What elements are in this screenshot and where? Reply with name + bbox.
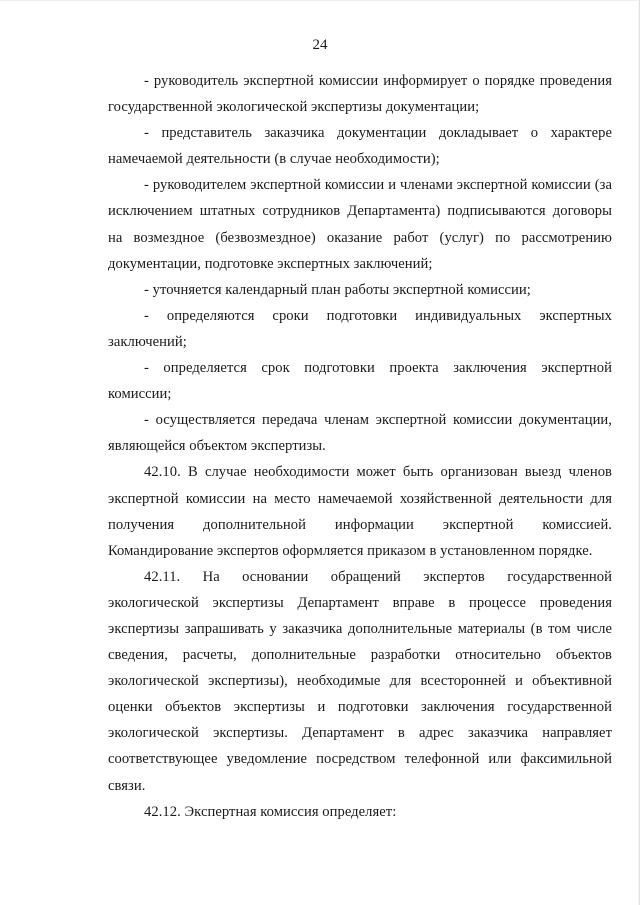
- list-item-contracts-signed: - руководителем экспертной комиссии и членами экспертной комиссии (за исключением штатных сотрудников Департамента) подписываются договоры на возмездное (безвозмездное) оказание работ (услуг) по рассмотрению документации, подготовке экспертных заключений;: [108, 177, 612, 272]
- list-item-draft-deadline: - определяется срок подготовки проекта заключения экспертной комиссии;: [108, 360, 612, 403]
- list-item-calendar-plan: - уточняется календарный план работы экспертной комиссии;: [144, 281, 531, 298]
- scan-top-edge: [0, 0, 640, 1]
- list-item-inform-procedure: - руководитель экспертной комиссии информирует о порядке проведения государственной экологической экспертизы документации;: [108, 73, 612, 116]
- clause-42-10: 42.10. В случае необходимости может быть организован выезд членов экспертной комиссии на место намечаемой хозяйственной деятельности для получения дополнительной информации экспертной комиссией. Командирование экспертов оформляется приказом в установленном порядке.: [108, 464, 612, 559]
- list-item-documentation-transfer: - осуществляется передача членам экспертной комиссии документации, являющейся объектом экспертизы.: [108, 412, 612, 455]
- clause-42-11: 42.11. На основании обращений экспертов государственной экологической экспертизы Департамент вправе в процессе проведения экспертизы запрашивать у заказчика дополнительные материалы (в том числе сведения, расчеты, дополнительные разработки относительно объектов экологической экспертизы), необходимые для всесторонней и объективной оценки объектов экспертизы и подготовки заключения государственной экологической экспертизы. Департамент в адрес заказчика направляет соответствующее уведомление посредством телефонной или факсимильной связи.: [108, 568, 612, 794]
- clause-42-12: 42.12. Экспертная комиссия определяет:: [144, 803, 397, 820]
- list-item-individual-deadlines: - определяются сроки подготовки индивидуальных экспертных заключений;: [108, 307, 612, 350]
- page-number: 24: [312, 37, 328, 53]
- document-body: [108, 68, 612, 825]
- list-item-customer-report: - представитель заказчика документации докладывает о характере намечаемой деятельности (в случае необходимости);: [108, 125, 612, 168]
